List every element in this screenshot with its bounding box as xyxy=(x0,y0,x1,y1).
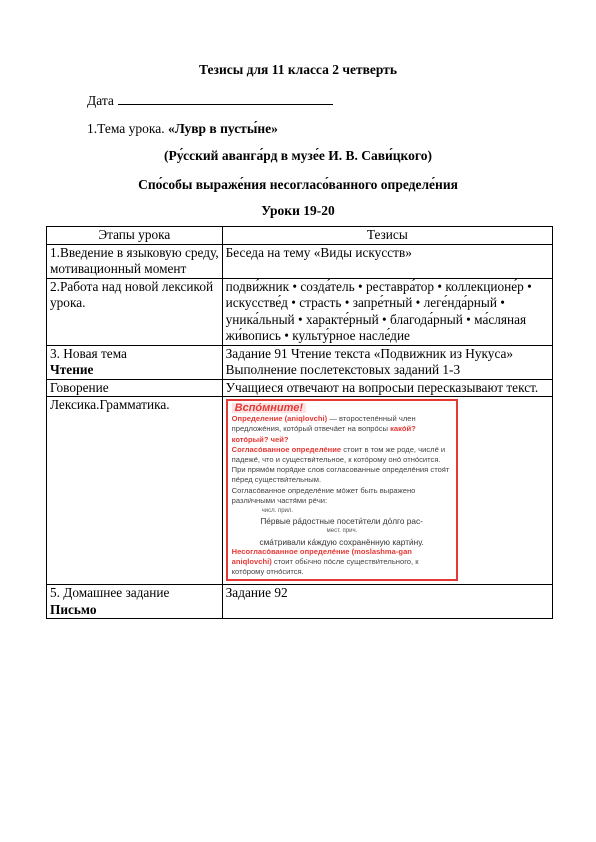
table-row xyxy=(47,345,553,379)
stage-cell: 2.Работа над новой лексикой урока. xyxy=(47,278,223,345)
table-header-row xyxy=(47,227,553,245)
rule-text: — второстепе́нный член предложе́ния, кото́рый отвеча́ет на вопро́сы xyxy=(231,414,416,434)
example-line: сма́тривали ка́ждую сохранённую карти́ну. xyxy=(259,536,424,547)
rule-term: Согласо́ванное определе́ние xyxy=(231,444,342,454)
header-theses: Тезисы xyxy=(222,227,552,245)
thesis-cell: Учащиеся отвечают на вопросыи пересказывают текст. xyxy=(222,379,552,397)
table-row xyxy=(47,585,553,619)
table-row xyxy=(47,379,553,397)
lesson-table xyxy=(46,226,553,619)
rule-term: Определение (aniqlovchi) xyxy=(231,414,328,424)
rule-heading: Вспо́мните! xyxy=(232,403,306,413)
rule-term: Несогласо́ванное определе́ние (moslashma-gan aniqlovchi) xyxy=(231,546,412,567)
thesis-cell xyxy=(222,397,552,585)
stage-cell: Говорение xyxy=(47,379,223,397)
header-stages: Этапы урока xyxy=(47,227,223,245)
subtitle-museum: (Ру́сский аванга́рд в музе́е И. В. Сави́цкого) xyxy=(164,148,432,163)
example-tags: мест. прич. xyxy=(326,528,358,535)
stage-number: 5. Домашнее задание xyxy=(50,585,170,601)
stage-cell xyxy=(47,345,223,379)
example-line: Пе́рвые ра́достные посети́тели до́лго рас- xyxy=(260,516,423,527)
date-field xyxy=(87,92,333,109)
thesis-cell: Задание 91 Чтение текста «Подвижник из Нукуса» Выполнение послетекстовых заданий 1-3 xyxy=(222,345,552,379)
table-row xyxy=(47,397,553,585)
subtitle-grammar: Спо́собы выраже́ния несогласо́ванного определе́ния xyxy=(138,177,458,192)
document-title: Тезисы для 11 класса 2 четверть xyxy=(199,62,397,77)
thesis-cell: Беседа на тему «Виды искусств» xyxy=(222,244,552,278)
rule-text: стоит в том же роде, числе́ и падеже́, что и существи́тельное, к кото́рому оно́ отно́сится. При прямо́м поря́дке слов согласованные определе́ния стоя́т пе́ред существи́тельным. xyxy=(231,444,450,485)
stage-activity: Чтение xyxy=(50,362,94,377)
rule-text: стоит обы́чно по́сле существи́тельного, к кото́рому отно́сится. xyxy=(231,557,419,577)
rule-agreed xyxy=(232,445,452,486)
subtitle-lessons: Уроки 19-20 xyxy=(261,203,335,218)
date-blank-line xyxy=(118,92,333,105)
stage-cell: Лексика.Грамматика. xyxy=(47,397,223,585)
date-label: Дата xyxy=(87,93,114,108)
thesis-cell: подви́жник • созда́тель • реставра́тор • коллекционе́р • искусстве́д • страсть • запре́тный • леге́нда́рный • уника́льный • характе́рный • благода́рный • ма́сляная жи́вопись • культу́рное насле́дие xyxy=(222,278,552,345)
thesis-cell: Задание 92 xyxy=(222,585,552,619)
table-row xyxy=(47,278,553,345)
table-row xyxy=(47,244,553,278)
topic-name: «Лувр в пусты́не» xyxy=(168,121,278,136)
example-tags: числ. прил. xyxy=(261,508,294,515)
rule-questions: како́й? кото́рый? чей? xyxy=(231,424,416,444)
grammar-rule-box xyxy=(226,399,458,581)
stage-activity: Письмо xyxy=(50,601,97,617)
lesson-topic xyxy=(87,121,278,137)
stage-cell xyxy=(47,585,223,619)
rule-parts-of-speech: Согласо́ванное определе́ние мо́жет быть выражено разли́чными частя́ми ре́чи: xyxy=(231,485,416,505)
stage-number: 3. Новая тема xyxy=(50,345,127,361)
rule-nonagreed xyxy=(232,547,452,578)
stage-cell: 1.Введение в языковую среду, мотивационный момент xyxy=(47,244,223,278)
rule-definition xyxy=(232,414,452,445)
topic-prefix: 1.Тема урока. xyxy=(87,121,169,136)
